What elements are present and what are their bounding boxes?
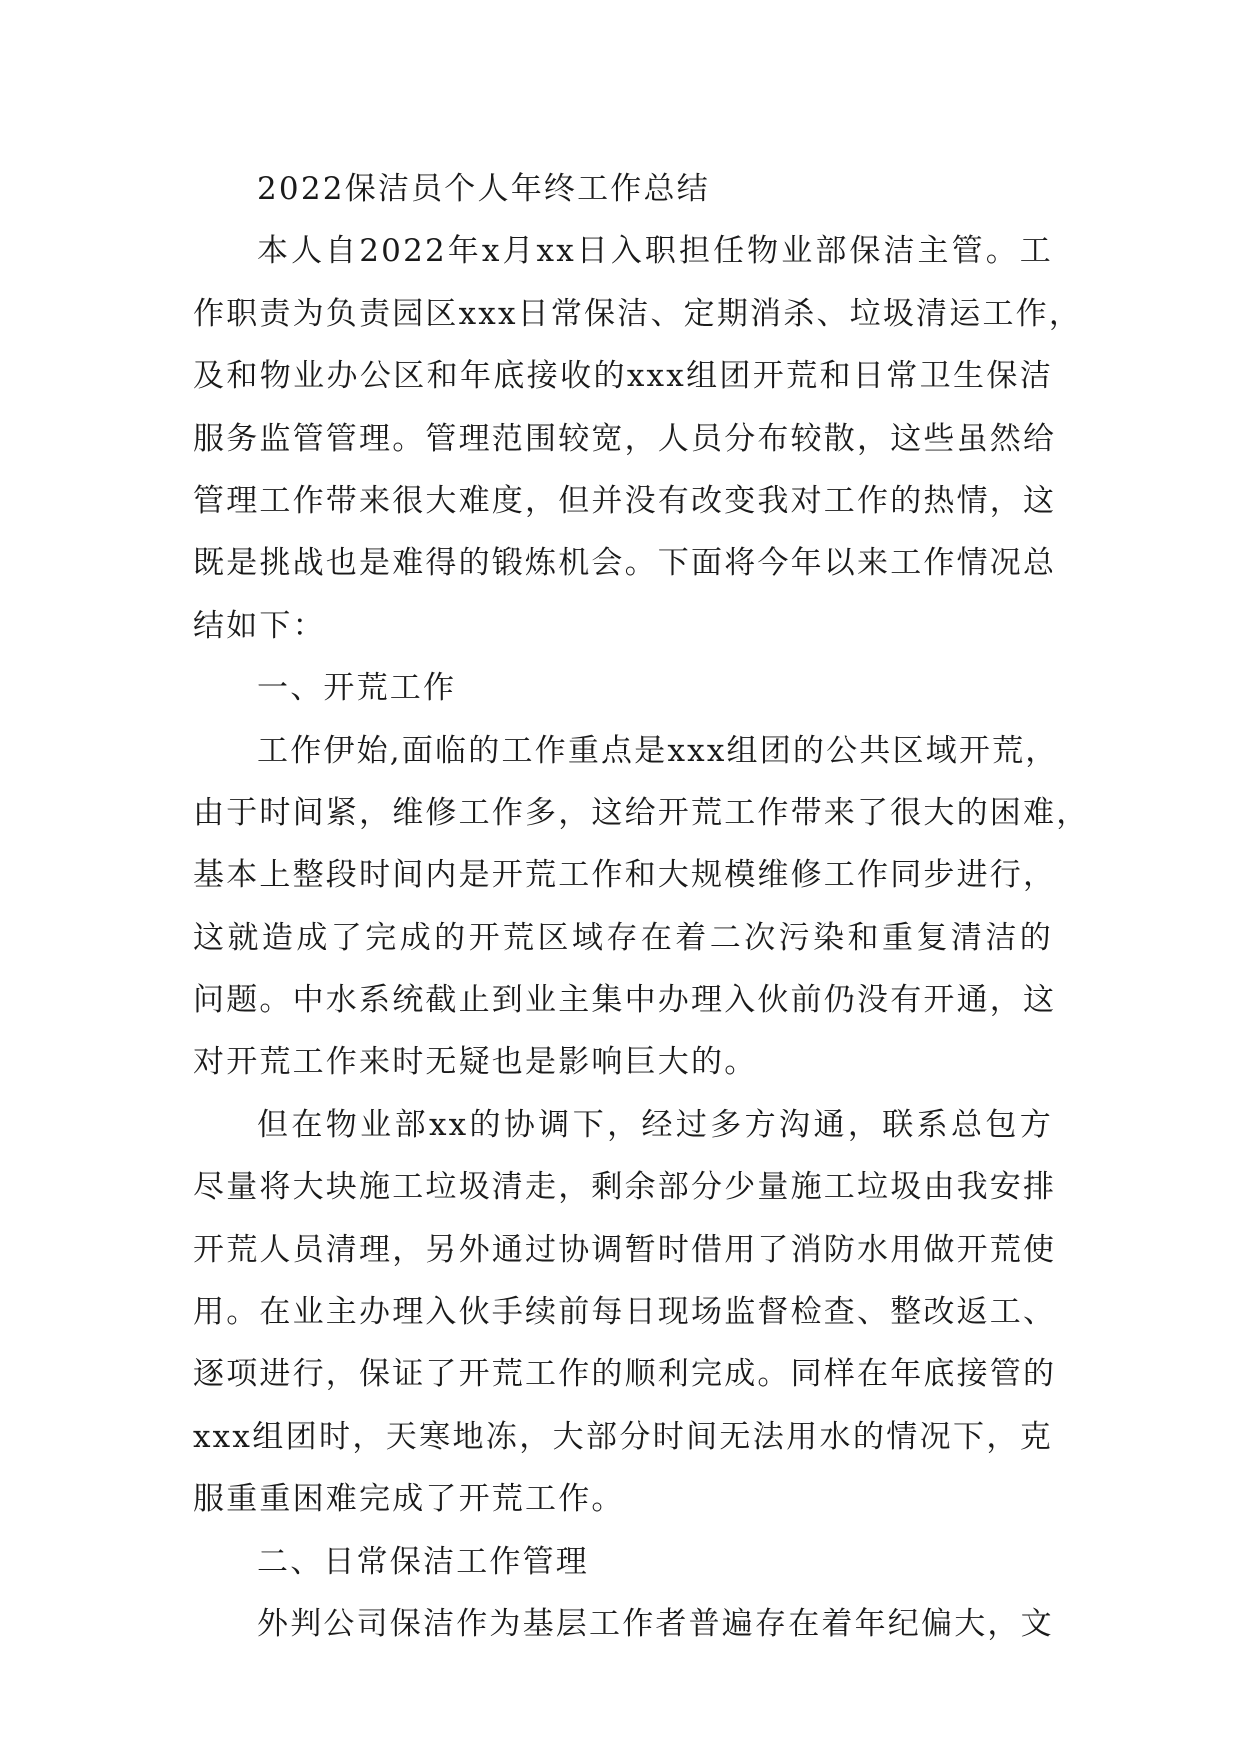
paragraph-line: 用。在业主办理入伙手续前每日现场监督检查、整改返工、: [193, 1294, 1057, 1331]
paragraph-intro: [193, 220, 1083, 657]
document-page: [193, 158, 1090, 1655]
paragraph-line: 既是挑战也是难得的锻炼机会。下面将今年以来工作情况总: [193, 545, 1057, 582]
paragraph-line: 工作伊始,面临的工作重点是xxx组团的公共区域开荒，: [257, 732, 1059, 769]
paragraph-line: 外判公司保洁作为基层工作者普遍存在着年纪偏大，文: [257, 1605, 1054, 1642]
paragraph-line: 基本上整段时间内是开荒工作和大规模维修工作同步进行，: [193, 857, 1057, 894]
paragraph-line: 逐项进行，保证了开荒工作的顺利完成。同样在年底接管的: [193, 1356, 1057, 1393]
paragraph-line: 这就造成了完成的开荒区域存在着二次污染和重复清洁的: [193, 919, 1053, 956]
paragraph-line: 但在物业部xx的协调下，经过多方沟通，联系总包方: [257, 1106, 1053, 1143]
paragraph-line: xxx组团时，天寒地冻，大部分时间无法用水的情况下，克: [193, 1418, 1053, 1455]
paragraph-daily-cleaning: [193, 1593, 1053, 1655]
paragraph-line: 及和物业办公区和年底接收的xxx组团开荒和日常卫生保洁: [193, 358, 1053, 395]
paragraph-line: 开荒人员清理，另外通过协调暂时借用了消防水用做开荒使: [193, 1231, 1057, 1268]
paragraph-line: 服重重困难完成了开荒工作。: [193, 1481, 625, 1518]
paragraph-line: 本人自2022年x月xx日入职担任物业部保洁主管。工: [257, 233, 1053, 270]
paragraph-line: 管理工作带来很大难度，但并没有改变我对工作的热情，这: [193, 482, 1057, 519]
paragraph-line: 尽量将大块施工垃圾清走，剩余部分少量施工垃圾由我安排: [193, 1169, 1057, 1206]
paragraph-coordination: [193, 1094, 1057, 1531]
paragraph-line: 由于时间紧，维修工作多，这给开荒工作带来了很大的困难，: [193, 794, 1090, 831]
section-heading-2: 二、日常保洁工作管理: [257, 1543, 589, 1580]
paragraph-opening-work: [193, 720, 1090, 1094]
section-heading-1: 一、开荒工作: [257, 670, 457, 707]
paragraph-line: 问题。中水系统截止到业主集中办理入伙前仍没有开通，这: [193, 982, 1057, 1019]
paragraph-line: 作职责为负责园区xxx日常保洁、定期消杀、垃圾清运工作，: [193, 295, 1083, 332]
paragraph-line: 对开荒工作来时无疑也是影响巨大的。: [193, 1044, 758, 1081]
document-title: 2022保洁员个人年终工作总结: [257, 171, 710, 207]
paragraph-line: 结如下：: [193, 607, 326, 644]
paragraph-line: 服务监管管理。管理范围较宽，人员分布较散，这些虽然给: [193, 420, 1057, 457]
